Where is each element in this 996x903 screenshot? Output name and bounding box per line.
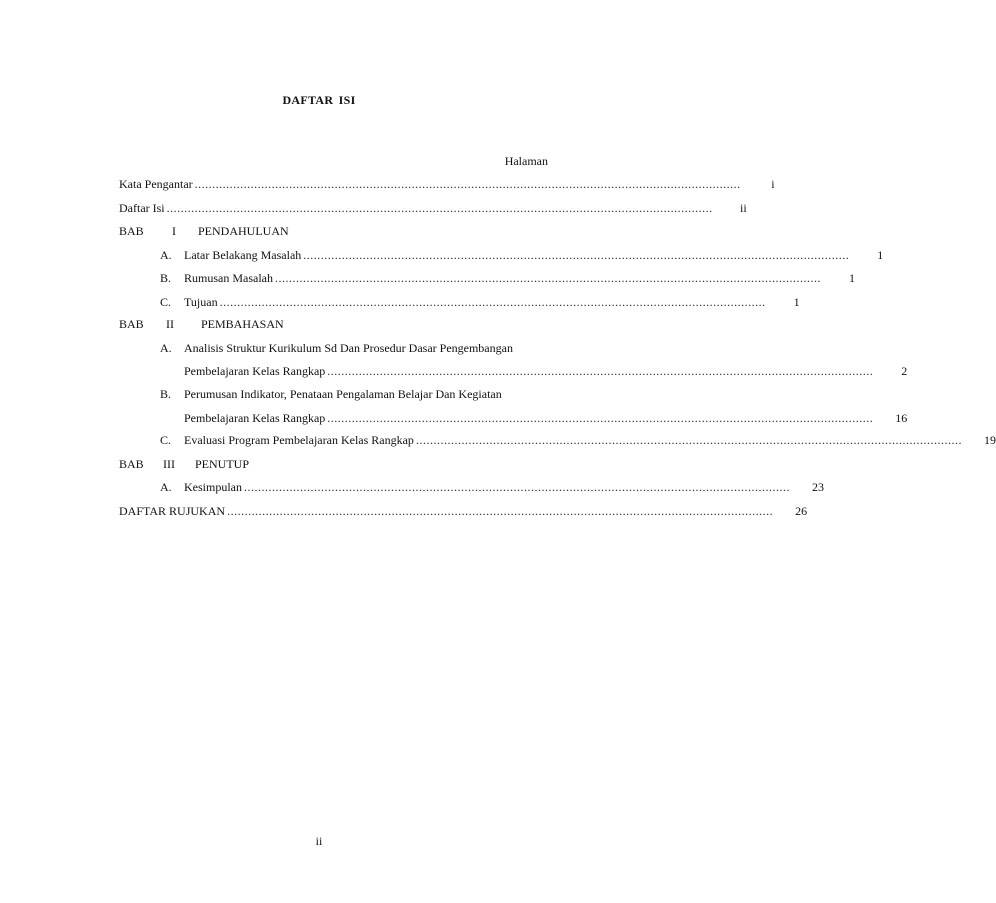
leader-dots: ............................................................................................................................................................ <box>166 201 713 215</box>
toc-entry-letter: A. <box>160 248 172 262</box>
toc-entry-bab2-b[interactable] <box>184 410 908 426</box>
toc-entry-bab2-b-line1[interactable] <box>160 386 502 402</box>
toc-entry-page: 2 <box>901 364 908 378</box>
toc-entry-bab1-c[interactable] <box>160 294 800 310</box>
page-number-footer: ii <box>315 834 323 848</box>
chapter-title: PEMBAHASAN <box>201 317 284 331</box>
toc-entry-label: Kesimpulan <box>184 480 242 494</box>
toc-entry-daftar-isi[interactable] <box>119 200 747 216</box>
leader-dots: ............................................................................................................................................................ <box>219 295 766 309</box>
toc-entry-page: i <box>771 177 775 191</box>
leader-dots: ............................................................................................................................................................ <box>327 364 874 378</box>
toc-entry-label: Pembelajaran Kelas Rangkap <box>184 364 326 378</box>
toc-entry-letter: B. <box>160 387 172 401</box>
toc-entry-page: 1 <box>849 271 855 285</box>
toc-entry-label: Latar Belakang Masalah <box>184 248 302 262</box>
leader-dots: ............................................................................................................................................................ <box>194 177 741 191</box>
toc-entry-label: Rumusan Masalah <box>184 271 273 285</box>
toc-entry-page: 23 <box>812 480 824 494</box>
toc-entry-label: Tujuan <box>184 295 218 309</box>
toc-entry-letter: C. <box>160 295 172 309</box>
chapter-title: PENDAHULUAN <box>198 224 289 238</box>
toc-entry-bab2-a[interactable] <box>184 363 908 379</box>
toc-entry-kata-pengantar[interactable] <box>119 176 775 192</box>
toc-entry-page: 1 <box>793 295 800 309</box>
toc-entry-bab2-c[interactable] <box>160 432 996 448</box>
leader-dots: ............................................................................................................................................................ <box>303 248 850 262</box>
chapter-heading-bab-1[interactable] <box>119 223 289 239</box>
toc-entry-label-line1: Perumusan Indikator, Penataan Pengalaman Belajar Dan Kegiatan <box>184 387 502 401</box>
toc-entry-label: Kata Pengantar <box>119 177 193 191</box>
leader-dots: ............................................................................................................................................................ <box>227 504 774 518</box>
chapter-heading-bab-3[interactable] <box>119 456 249 472</box>
toc-entry-label: Evaluasi Program Pembelajaran Kelas Rangkap <box>184 433 414 447</box>
toc-entry-label: DAFTAR RUJUKAN <box>119 504 226 518</box>
chapter-title: PENUTUP <box>195 457 250 471</box>
toc-entry-page: 26 <box>795 504 808 518</box>
leader-dots: ............................................................................................................................................................ <box>275 271 821 285</box>
toc-entry-label-line1: Analisis Struktur Kurikulum Sd Dan Prosedur Dasar Pengembangan <box>184 341 513 355</box>
chapter-heading-bab-2[interactable] <box>119 316 284 332</box>
chapter-prefix: BAB <box>119 317 144 331</box>
chapter-number: I <box>172 224 176 238</box>
toc-entry-bab3-a[interactable] <box>160 479 824 495</box>
toc-entry-page: 19 <box>983 433 996 447</box>
page-column-header: Halaman <box>504 154 548 168</box>
chapter-number: III <box>163 457 175 471</box>
toc-entry-bab1-b[interactable] <box>160 270 855 286</box>
toc-entry-daftar-rujukan[interactable] <box>119 503 808 519</box>
leader-dots: ............................................................................................................................................................ <box>415 433 962 447</box>
page-title: DAFTAR ISI <box>282 93 356 107</box>
toc-entry-letter: C. <box>160 433 172 447</box>
chapter-prefix: BAB <box>119 224 144 238</box>
toc-entry-letter: A. <box>160 341 172 355</box>
toc-entry-label: Pembelajaran Kelas Rangkap <box>184 411 326 425</box>
leader-dots: ............................................................................................................................................................ <box>327 411 874 425</box>
chapter-number: II <box>166 317 174 331</box>
toc-entry-letter: B. <box>160 271 172 285</box>
toc-entry-page: 16 <box>895 411 908 425</box>
leader-dots: ............................................................................................................................................................ <box>244 480 790 494</box>
toc-entry-page: ii <box>739 201 747 215</box>
toc-entry-bab2-a-line1[interactable] <box>160 340 513 356</box>
toc-entry-page: 1 <box>877 248 884 262</box>
chapter-prefix: BAB <box>119 457 144 471</box>
toc-entry-letter: A. <box>160 480 172 494</box>
toc-entry-label: Daftar Isi <box>119 201 165 215</box>
toc-entry-bab1-a[interactable] <box>160 247 884 263</box>
